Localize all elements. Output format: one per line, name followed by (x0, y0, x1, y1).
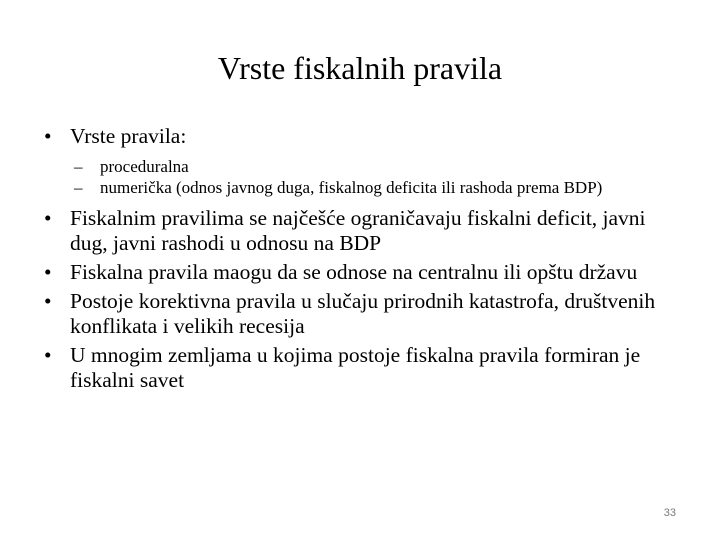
bullet-marker: • (44, 260, 52, 284)
sub-bullet-text: numerička (odnos javnog duga, fiskalnog deficita ili rashoda prema BDP) (100, 178, 603, 197)
sub-bullet-list (74, 156, 664, 198)
bullet-marker: • (44, 343, 52, 367)
bullet-text: Vrste pravila: (70, 124, 187, 148)
sub-bullet-marker: – (74, 178, 83, 197)
bullet-item (44, 206, 664, 256)
bullet-marker: • (44, 124, 52, 148)
slide-content (44, 124, 664, 397)
bullet-item (44, 289, 664, 339)
slide-title: Vrste fiskalnih pravila (217, 50, 503, 86)
bullet-text: Fiskalna pravila maogu da se odnose na centralnu ili opštu državu (70, 260, 638, 284)
bullet-text: U mnogim zemljama u kojima postoje fiskalna pravila formiran je fiskalni savet (70, 343, 641, 392)
bullet-item (44, 260, 664, 285)
sub-bullet-item (74, 177, 664, 198)
bullet-text: Fiskalnim pravilima se najčešće ograničavaju fiskalni deficit, javni dug, javni rashodi u odnosu na BDP (70, 206, 646, 255)
bullet-text: Postoje korektivna pravila u slučaju prirodnih katastrofa, društvenih konflikata i velikih recesija (70, 289, 656, 338)
bullet-item (44, 124, 664, 149)
sub-bullet-text: proceduralna (100, 157, 189, 176)
page-number: 33 (663, 507, 676, 519)
sub-bullet-marker: – (74, 157, 83, 176)
sub-bullet-item (74, 156, 664, 177)
bullet-item (44, 343, 664, 393)
bullet-marker: • (44, 289, 52, 313)
bullet-marker: • (44, 206, 52, 230)
